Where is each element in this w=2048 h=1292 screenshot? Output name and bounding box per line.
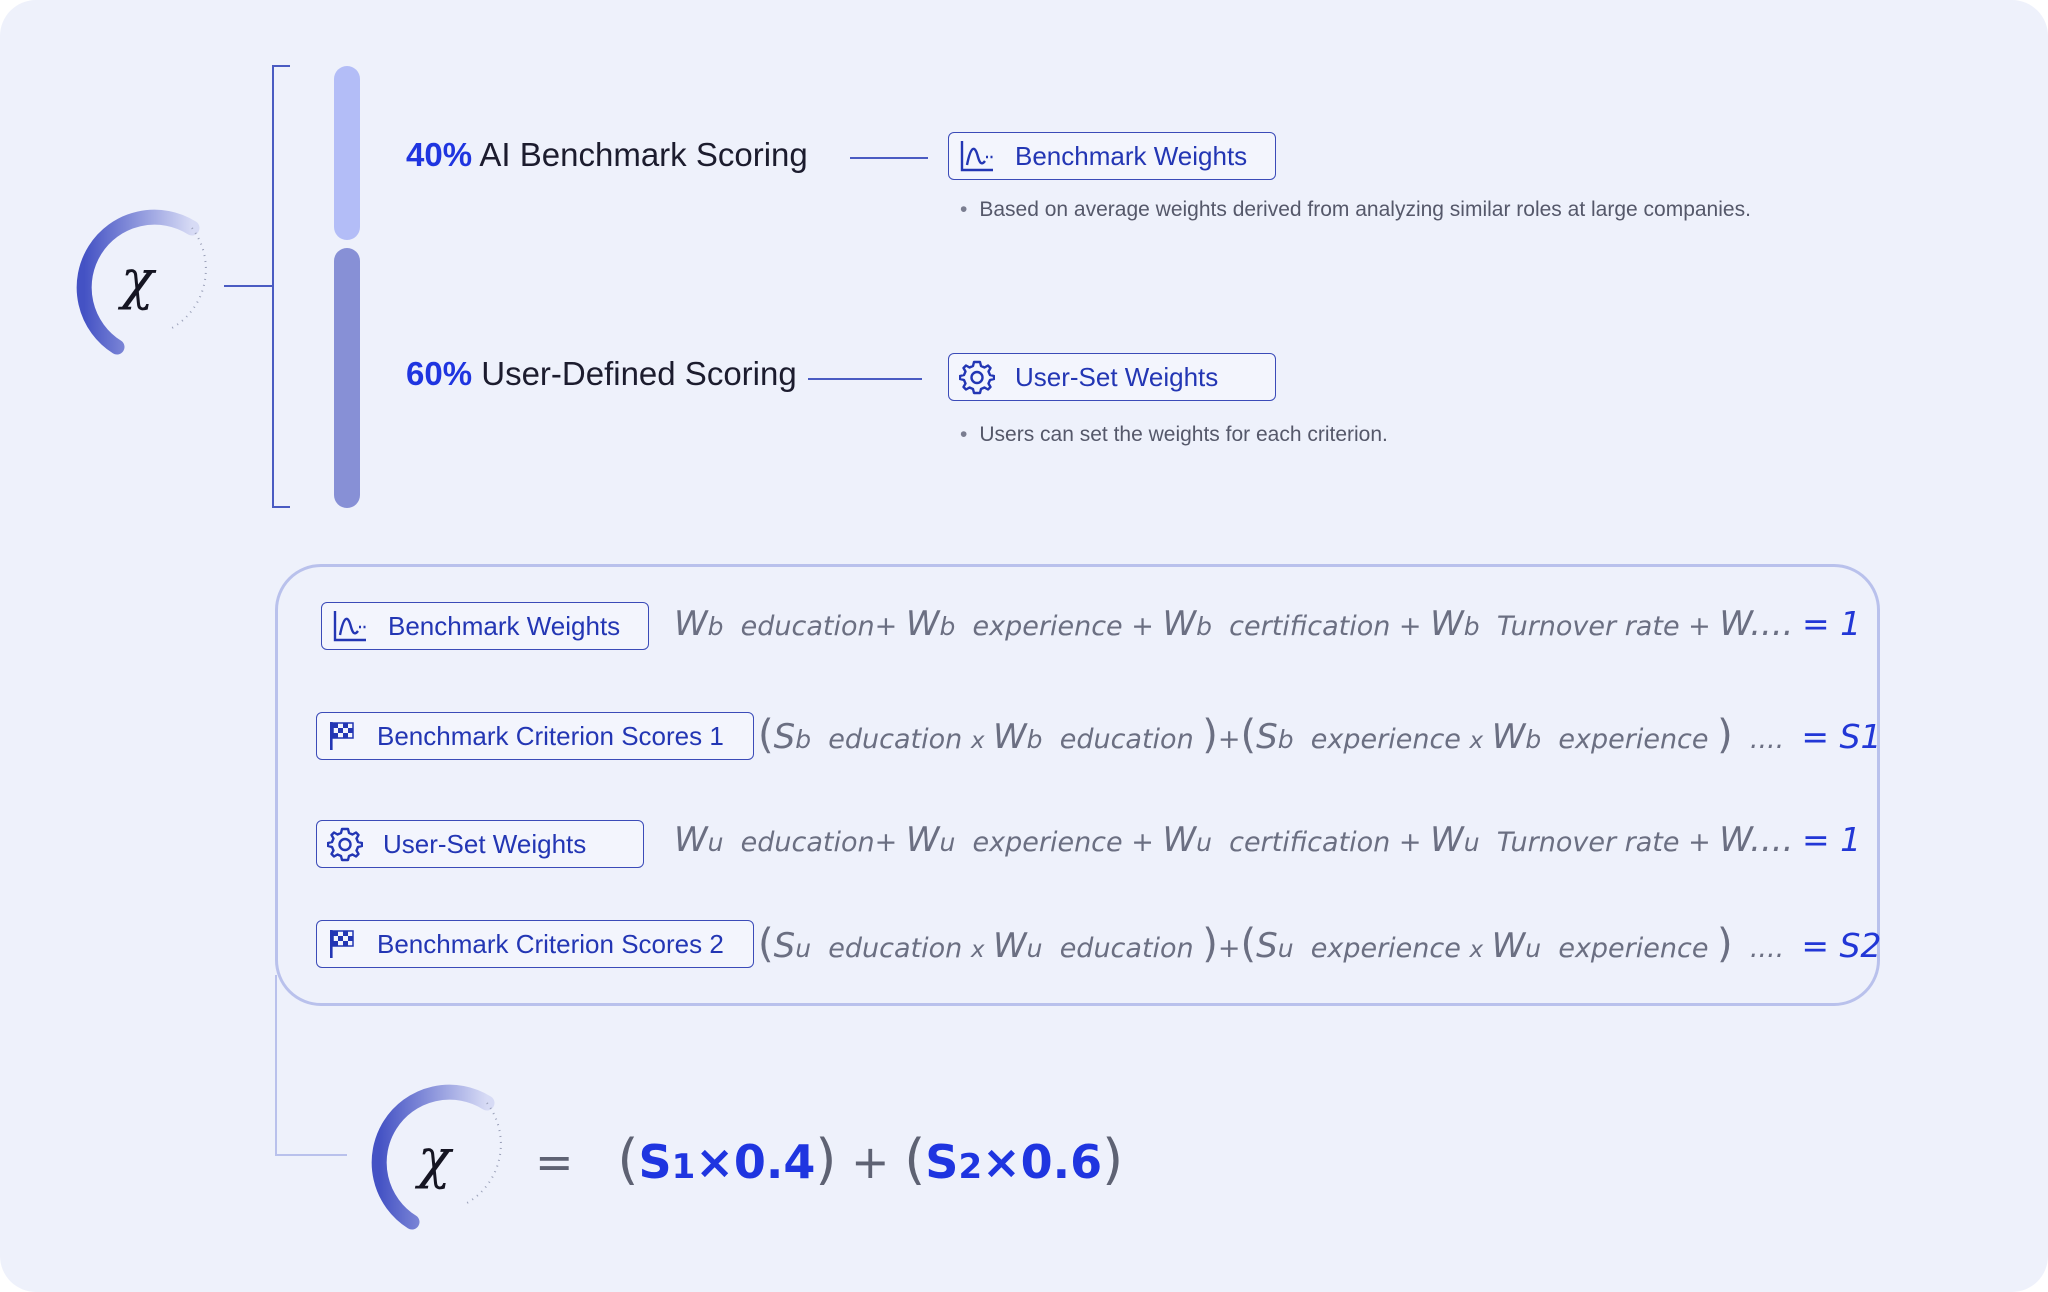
term-education: education+ bbox=[740, 827, 898, 858]
paren-open: ( bbox=[758, 712, 774, 758]
paren-open: ( bbox=[617, 1128, 639, 1191]
ai-note bbox=[960, 198, 1751, 222]
paren-open: ( bbox=[1240, 712, 1257, 758]
paren-open: ( bbox=[758, 921, 774, 967]
gauge-connector bbox=[224, 285, 274, 287]
term-ellipsis: W.... bbox=[1719, 820, 1794, 860]
term-certification: certification + bbox=[1229, 827, 1422, 858]
plus-sign: + bbox=[1217, 933, 1241, 964]
equals-sign: = bbox=[535, 1135, 574, 1189]
benchmark-weights-equation bbox=[674, 604, 1861, 644]
term-education: education+ bbox=[740, 611, 898, 642]
weight-subscript: b bbox=[1463, 612, 1480, 641]
user-note bbox=[960, 423, 1388, 447]
formula-benchmark-weights-pill[interactable] bbox=[321, 602, 649, 650]
weight-symbol: W bbox=[905, 820, 940, 860]
weight-subscript: b bbox=[1026, 725, 1043, 754]
user-scoring-text: User-Defined Scoring bbox=[481, 355, 797, 392]
weight-subscript: u bbox=[1463, 828, 1480, 857]
chart-curve-icon bbox=[959, 139, 995, 173]
term-experience: experience bbox=[1558, 933, 1709, 964]
score-symbol: S bbox=[773, 717, 796, 757]
score-symbol: S bbox=[1256, 926, 1278, 966]
ai-percent: 40% bbox=[406, 136, 473, 173]
term-education: education bbox=[828, 724, 963, 755]
bracket-bottom bbox=[272, 506, 290, 508]
times-sign: x bbox=[970, 937, 985, 963]
weight-subscript: u bbox=[939, 828, 956, 857]
plus-sign: + bbox=[1217, 724, 1241, 755]
user-score-equation-s2 bbox=[758, 921, 1881, 967]
checkered-flag-icon bbox=[327, 928, 357, 960]
equation-result: = S2 bbox=[1801, 926, 1882, 965]
score-subscript: 1 bbox=[671, 1147, 696, 1187]
score-subscript: b bbox=[795, 725, 812, 754]
paren-close: ) bbox=[1202, 712, 1218, 758]
term-education: education bbox=[1059, 933, 1194, 964]
term-education: education bbox=[828, 933, 963, 964]
pill-label: Benchmark Criterion Scores 2 bbox=[377, 928, 724, 959]
user-note-text: Users can set the weights for each criterion. bbox=[979, 423, 1388, 446]
term-certification: certification + bbox=[1229, 611, 1422, 642]
pill-label: Benchmark Criterion Scores 1 bbox=[377, 720, 724, 751]
score-subscript: u bbox=[795, 934, 812, 963]
user-share-bar bbox=[334, 248, 360, 508]
panel-connector-vertical bbox=[275, 975, 277, 1155]
weight-symbol: W bbox=[1162, 604, 1197, 644]
note-bullet: • bbox=[960, 198, 968, 221]
weight-subscript: u bbox=[707, 828, 724, 857]
checkered-flag-icon bbox=[327, 720, 357, 752]
times-sign: x bbox=[1469, 937, 1484, 963]
weight-symbol: W bbox=[993, 717, 1027, 757]
ai-share-bar bbox=[334, 66, 360, 240]
user-connector bbox=[808, 378, 922, 380]
chi-symbol: χ bbox=[121, 248, 154, 311]
weight-subscript: u bbox=[1525, 934, 1542, 963]
bracket-vertical bbox=[272, 65, 274, 508]
gauge-dotted-arc bbox=[467, 1103, 501, 1203]
weight-symbol: W bbox=[674, 604, 708, 644]
weight-subscript: b bbox=[1196, 612, 1212, 641]
score-symbol: S bbox=[773, 926, 796, 966]
term-experience: experience + bbox=[972, 827, 1154, 858]
weight-symbol: W bbox=[1491, 717, 1526, 757]
pill-label: User-Set Weights bbox=[383, 828, 587, 859]
note-bullet: • bbox=[960, 423, 968, 446]
panel-connector-horizontal bbox=[275, 1154, 347, 1156]
weight-subscript: b bbox=[1525, 725, 1542, 754]
ellipsis: .... bbox=[1749, 724, 1785, 755]
weight-symbol: W bbox=[1162, 820, 1197, 860]
chart-curve-icon bbox=[332, 609, 368, 643]
benchmark-criterion-scores-1-pill[interactable] bbox=[316, 712, 754, 760]
pill-label: User-Set Weights bbox=[1015, 361, 1219, 392]
times-sign: x bbox=[1469, 728, 1484, 754]
paren-close: ) bbox=[1717, 921, 1733, 967]
weight-subscript: u bbox=[1196, 828, 1212, 857]
pill-label: Benchmark Weights bbox=[388, 610, 621, 641]
term-education: education bbox=[1059, 724, 1194, 755]
paren-open: ( bbox=[904, 1128, 926, 1191]
paren-close: ) bbox=[1202, 921, 1218, 967]
benchmark-criterion-scores-2-pill[interactable] bbox=[316, 920, 754, 968]
bracket-top bbox=[272, 65, 290, 67]
gear-icon bbox=[327, 826, 363, 862]
user-weight-multiplier: ×0.6 bbox=[982, 1135, 1103, 1189]
weight-subscript: b bbox=[707, 612, 724, 641]
user-set-weights-pill[interactable] bbox=[948, 353, 1276, 401]
score-subscript: u bbox=[1277, 934, 1294, 963]
term-experience: experience bbox=[1558, 724, 1709, 755]
equation-result: = 1 bbox=[1801, 820, 1862, 859]
score-symbol: S bbox=[1256, 717, 1278, 757]
term-turnover: Turnover rate + bbox=[1496, 827, 1711, 858]
ai-scoring-text: AI Benchmark Scoring bbox=[479, 136, 808, 173]
weight-symbol: W bbox=[905, 604, 940, 644]
score-symbol: S bbox=[638, 1135, 672, 1189]
plus-sign: + bbox=[851, 1135, 890, 1189]
times-sign: x bbox=[970, 728, 985, 754]
score-subscript: 2 bbox=[958, 1147, 983, 1187]
weight-symbol: W bbox=[674, 820, 708, 860]
final-score-formula bbox=[535, 1128, 1123, 1191]
benchmark-score-equation-s1 bbox=[758, 712, 1882, 758]
chi-symbol-final: χ bbox=[418, 1127, 451, 1190]
paren-close: ) bbox=[1102, 1128, 1124, 1191]
weight-subscript: b bbox=[939, 612, 956, 641]
ellipsis: .... bbox=[1749, 933, 1785, 964]
formula-user-set-weights-pill[interactable] bbox=[316, 820, 644, 868]
equation-result: = 1 bbox=[1802, 604, 1862, 643]
term-ellipsis: W.... bbox=[1719, 604, 1794, 644]
benchmark-weights-pill[interactable] bbox=[948, 132, 1276, 180]
ai-weight-multiplier: ×0.4 bbox=[695, 1135, 816, 1189]
paren-open: ( bbox=[1240, 921, 1257, 967]
score-symbol: S bbox=[925, 1135, 959, 1189]
term-turnover: Turnover rate + bbox=[1496, 611, 1711, 642]
weight-symbol: W bbox=[1430, 820, 1464, 860]
equation-result: = S1 bbox=[1801, 717, 1882, 756]
ai-scoring-label bbox=[406, 136, 808, 174]
ai-note-text: Based on average weights derived from analyzing similar roles at large companies. bbox=[979, 198, 1751, 221]
weight-symbol: W bbox=[993, 926, 1027, 966]
gauge-dotted-arc bbox=[172, 228, 206, 328]
weight-symbol: W bbox=[1430, 604, 1464, 644]
gear-icon bbox=[959, 359, 995, 395]
paren-close: ) bbox=[815, 1128, 837, 1191]
weight-subscript: u bbox=[1026, 934, 1043, 963]
term-experience: experience + bbox=[972, 611, 1154, 642]
weight-symbol: W bbox=[1491, 926, 1526, 966]
ai-connector bbox=[850, 157, 928, 159]
user-scoring-label bbox=[406, 355, 797, 393]
score-subscript: b bbox=[1277, 725, 1294, 754]
term-experience: experience bbox=[1310, 724, 1461, 755]
user-weights-equation bbox=[674, 820, 1861, 860]
pill-label: Benchmark Weights bbox=[1015, 140, 1248, 171]
term-experience: experience bbox=[1310, 933, 1461, 964]
user-percent: 60% bbox=[406, 355, 473, 392]
paren-close: ) bbox=[1717, 712, 1733, 758]
